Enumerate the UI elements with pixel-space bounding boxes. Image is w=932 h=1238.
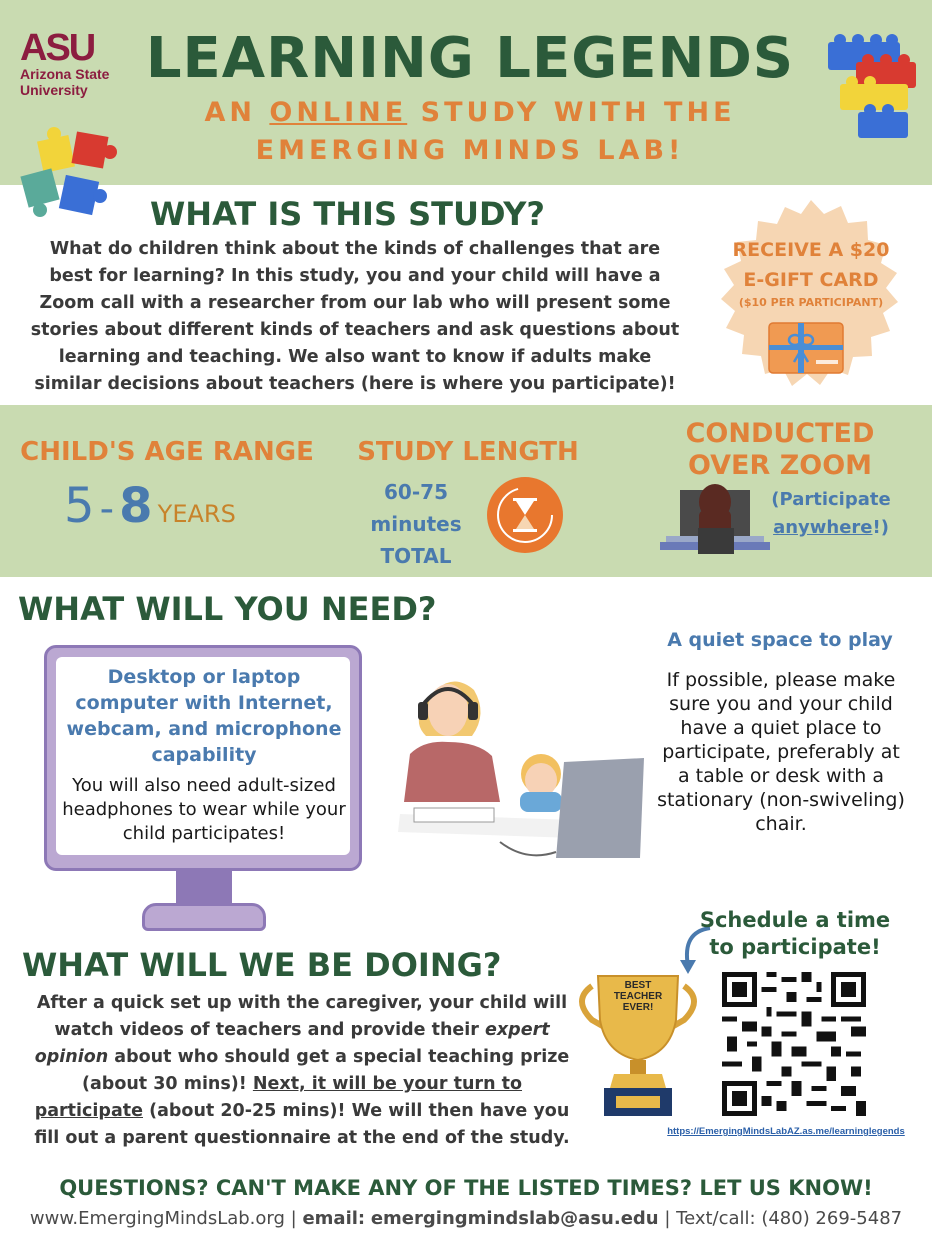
zoom-note-line1: (Participate [771,489,891,510]
monitor-stand [176,871,232,903]
hourglass-icon [486,476,564,554]
parent-child-illustration [396,662,650,866]
subtitle-pre: AN [204,97,256,128]
study-length-line1: 60-75 [384,480,448,504]
zoom-heading-line2: OVER ZOOM [687,450,873,481]
monitor-text: You will also need adult-sized headphones to wear while your child participates! [62,775,346,844]
age-range-heading: CHILD'S AGE RANGE [20,437,314,467]
doing-part1: After a quick set up with the caregiver, your child will watch videos of teachers and provide their [36,993,568,1040]
zoom-call-illustration [658,480,770,562]
quiet-space-title: A quiet space to play [667,629,893,651]
asu-logo-line1: Arizona State [20,66,110,82]
subtitle-line1 [130,96,810,130]
trophy-label [612,980,664,1013]
need-heading: WHAT WILL YOU NEED? [18,590,437,628]
age-dash: - [99,486,115,532]
zoom-note-anywhere: anywhere [773,517,873,538]
footer-phone: | Text/call: (480) 269-5487 [664,1208,903,1229]
study-length-line3: TOTAL [380,544,452,568]
schedule-line1: Schedule a time [699,908,891,932]
study-length-heading: STUDY LENGTH [357,437,579,467]
subtitle-post: STUDY WITH THE [420,97,736,128]
gift-card-line3: ($10 PER PARTICIPANT) [738,296,884,309]
what-is-heading: WHAT IS THIS STUDY? [150,195,545,233]
gift-card-icon [768,322,844,374]
footer-contact [0,1206,932,1232]
age-range-value [64,478,284,538]
zoom-note-post: !) [872,517,889,538]
quiet-space-text: If possible, please make sure you and your child have a quiet place to participate, preferably at a table or desk with a stationary (non-swiveling) chair. [657,669,905,835]
lego-bricks-icon [822,28,922,144]
trophy-text3: EVER! [622,1002,654,1013]
age-min: 5 [64,478,95,534]
schedule-line2: to participate! [709,935,881,959]
gift-card-line2: E-GIFT CARD [743,269,879,291]
zoom-heading-line1: CONDUCTED [685,418,875,449]
doing-paragraph [26,990,578,1152]
footer-email-label: email: [302,1208,366,1229]
age-unit: YEARS [157,500,236,528]
page-title: LEARNING LEGENDS [145,26,795,91]
trophy-text2: TEACHER [613,991,663,1002]
subtitle-online: ONLINE [269,97,408,128]
doing-part3: (about 20-25 mins)! We will then have you fill out a parent questionnaire at the end of the study. [34,1101,570,1148]
age-max: 8 [119,478,153,534]
doing-part2: about who should get a special teaching prize (about 30 mins)! [81,1047,570,1094]
what-is-paragraph: What do children think about the kinds of challenges that are best for learning? In this study, you and your child will have a Zoom call with a researcher from our lab who will present some stories about different kinds of teachers and ask questions about learning and teaching. We also want to know if adults make similar decisions about teachers (here is where you participate)! [30,239,680,394]
subtitle-line2: EMERGING MINDS LAB! [255,135,685,166]
puzzle-pieces-icon [18,124,122,228]
trophy-text1: BEST [624,980,652,991]
doing-your-turn: Next, it will be your turn to participate [34,1074,523,1121]
footer-website-link[interactable]: www.EmergingMindsLab.org | [29,1208,297,1229]
doing-heading: WHAT WILL WE BE DOING? [22,946,502,984]
monitor-base [142,903,266,931]
qr-code[interactable] [722,972,866,1116]
qr-url-link[interactable]: https://EmergingMindsLabAZ.as.me/learninglegends [667,1126,905,1137]
questions-banner: QUESTIONS? CAN'T MAKE ANY OF THE LISTED TIMES? LET US KNOW! [59,1176,873,1200]
doing-expert-opinion: expert opinion [34,1020,550,1067]
gift-card-line1: RECEIVE A $20 [732,239,890,261]
zoom-note-line2 [766,514,896,542]
footer-email-link[interactable]: emergingmindslab@asu.edu [370,1208,659,1229]
asu-logo-mark: ASU [20,27,95,69]
monitor-title: Desktop or laptop computer with Internet, webcam, and microphone capability [66,666,342,766]
asu-logo [20,27,130,98]
study-length-line2: minutes [370,512,462,536]
asu-logo-line2: University [20,82,88,98]
